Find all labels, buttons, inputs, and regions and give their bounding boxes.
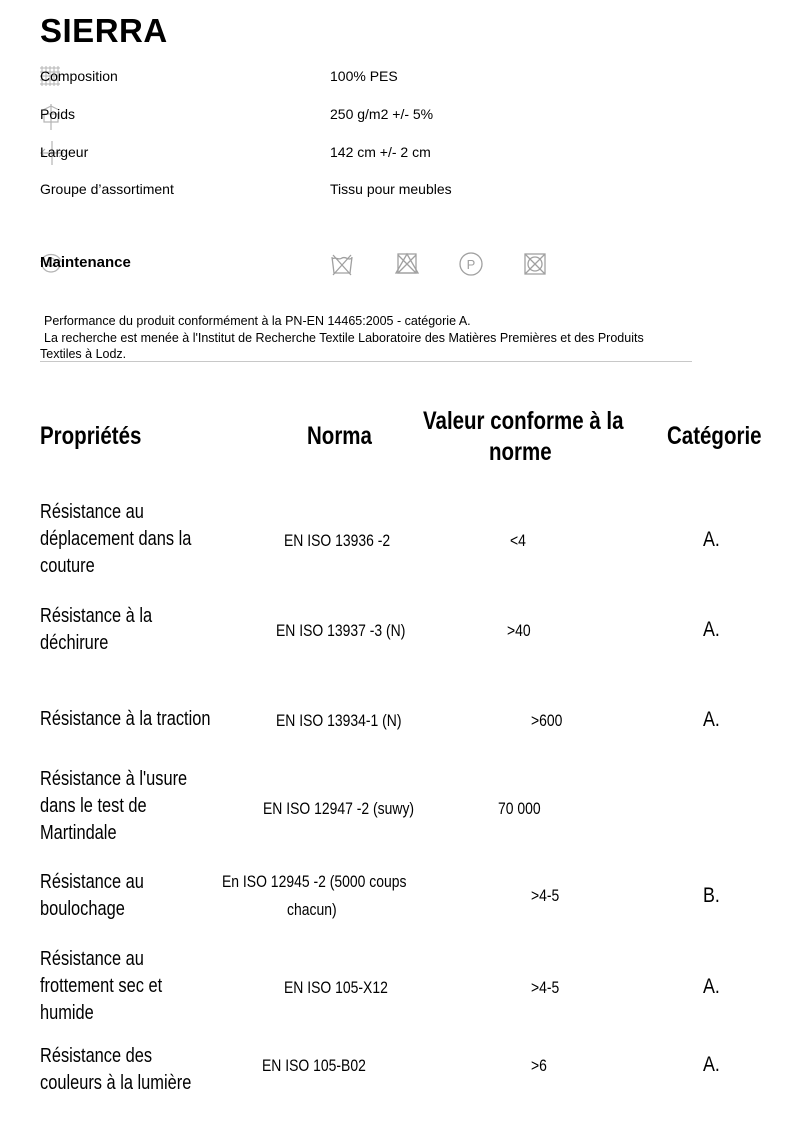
row-norm: EN ISO 105-X12: [284, 978, 388, 997]
spec-label-groupe: Groupe d’assortiment: [40, 181, 174, 197]
research-note-line1: La recherche est menée à l'Institut de Recherche Textile Laboratoire des Matières Premières et des Produits: [44, 331, 644, 345]
header-value-line1: Valeur conforme à la: [423, 407, 624, 435]
svg-text:P: P: [466, 257, 476, 272]
row-property-line: déchirure: [40, 632, 109, 654]
row-norm: EN ISO 13936 -2: [284, 531, 391, 550]
row-property-line: Résistance à l'usure: [40, 768, 188, 790]
spec-value-groupe: Tissu pour meubles: [330, 181, 452, 197]
row-property-line: boulochage: [40, 898, 125, 920]
no-tumble-dry-icon: [522, 251, 548, 277]
row-value: >600: [531, 711, 563, 730]
row-property-line: frottement sec et: [40, 975, 163, 997]
row-property-line: Résistance au: [40, 948, 144, 970]
header-properties: Propriétés: [40, 422, 142, 450]
professional-dry-clean-p-icon: [458, 251, 484, 277]
research-note-line2: Textiles à Lodz.: [40, 347, 127, 361]
row-norm: En ISO 12945 -2 (5000 coups: [222, 872, 407, 891]
spec-label-composition: Composition: [40, 68, 118, 84]
row-property-line: couleurs à la lumière: [40, 1072, 192, 1094]
row-norm: EN ISO 13937 -3 (N): [276, 621, 406, 640]
product-title: SIERRA: [40, 12, 168, 49]
row-norm: EN ISO 12947 -2 (suwy): [263, 799, 415, 818]
row-property-line: déplacement dans la: [40, 528, 192, 550]
row-value: >4-5: [531, 978, 560, 997]
row-norm: EN ISO 105-B02: [262, 1056, 366, 1075]
row-category: B.: [703, 884, 720, 907]
row-property-line: humide: [40, 1002, 94, 1024]
row-property-line: dans le test de: [40, 795, 147, 817]
row-category: A.: [703, 528, 720, 551]
row-value: >4-5: [531, 886, 560, 905]
row-property-line: Résistance au: [40, 501, 144, 523]
row-norm-line2: chacun): [287, 900, 337, 919]
row-norm: EN ISO 13934-1 (N): [276, 711, 402, 730]
row-property-line: Résistance des: [40, 1045, 153, 1067]
spec-label-largeur: Largeur: [40, 144, 89, 160]
row-value: >40: [507, 621, 531, 640]
header-value-line2: norme: [489, 438, 552, 466]
spec-value-largeur: 142 cm +/- 2 cm: [330, 144, 431, 160]
maintenance-label: Maintenance: [40, 254, 131, 271]
performance-note: Performance du produit conformément à la PN-EN 14465:2005 - catégorie A.: [44, 314, 471, 328]
spec-value-composition: 100% PES: [330, 68, 398, 84]
row-value: 70 000: [498, 799, 541, 818]
header-category: Catégorie: [667, 422, 762, 450]
row-category: A.: [703, 708, 720, 731]
row-value: >6: [531, 1056, 547, 1075]
spec-label-poids: Poids: [40, 106, 76, 122]
row-property-line: Martindale: [40, 822, 117, 844]
no-washing-icon: [329, 251, 355, 277]
row-value: <4: [510, 531, 526, 550]
row-category: A.: [703, 618, 720, 641]
row-category: A.: [703, 1053, 720, 1076]
row-property-line: Résistance à la: [40, 605, 153, 627]
divider: [40, 361, 692, 362]
row-property-line: couture: [40, 555, 95, 577]
row-category: A.: [703, 975, 720, 998]
header-norm: Norma: [307, 422, 372, 450]
row-property-line: Résistance à la traction: [40, 708, 211, 730]
row-property-line: Résistance au: [40, 871, 144, 893]
spec-value-poids: 250 g/m2 +/- 5%: [330, 106, 434, 122]
no-bleach-icon: [394, 251, 420, 277]
